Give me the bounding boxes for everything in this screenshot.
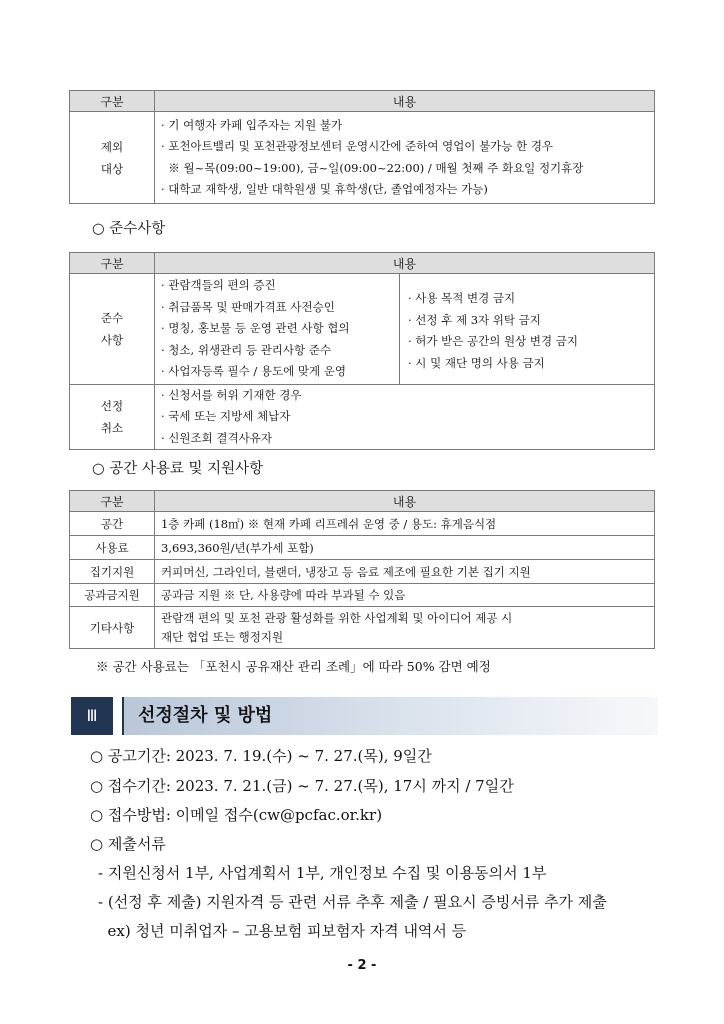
label-line: 제외 [100,139,124,154]
header-category: 구분 [70,253,155,274]
section-title-bar [122,697,658,735]
content-line: · 기 여행자 카페 입주자는 지원 불가 [161,117,343,132]
row-label-exclusion [70,112,155,204]
application-method: ○ 접수방법: 이메일 접수(cw@pcfac.or.kr) [90,806,383,824]
compliance-left-column [155,274,400,384]
fee-reduction-note: ※ 공간 사용료는 「포천시 공유재산 관리 조례」에 따라 50% 감면 예정 [96,659,491,674]
content-line: · 신청서를 허위 기재한 경우 [161,387,302,402]
compliance-content [155,274,655,385]
content-line: · 청소, 위생관리 등 관리사항 준수 [161,342,332,357]
content-line: · 관람객들의 편의 증진 [161,278,276,292]
header-content: 내용 [155,491,655,512]
content-line: 관람객 편의 및 포천 관광 활성화를 위한 사업계획 및 아이디어 제공 시 [161,610,513,625]
label-line: 취소 [100,420,124,435]
row-label-compliance [70,274,155,385]
label-line: 대상 [100,161,124,176]
application-period: ○ 접수기간: 2023. 7. 21.(금) ~ 7. 27.(목), 17시 까지 / 7일간 [90,777,514,795]
page-number: - 2 - [347,958,377,973]
compliance-right-column [400,274,578,384]
header-content: 내용 [155,253,655,274]
content-line: 재단 협업 또는 행정지원 [161,629,284,644]
fee-content: 3,693,360원/년(부가세 포함) [155,536,655,560]
content-line: · 국세 또는 지방세 체납자 [161,409,291,423]
label-line: 선정 [100,398,124,413]
document-item: - (선정 후 제출) 지원자격 등 관련 서류 추후 제출 / 필요시 증빙서류 추가 제출 [98,893,607,911]
content-line: · 신원조회 결격사유자 [161,430,272,445]
row-label-cancellation [70,384,155,450]
header-category: 구분 [70,91,155,112]
content-line: · 선정 후 제 3자 위탁 금지 [408,312,541,327]
row-label-fee: 사용료 [70,536,155,560]
content-line: · 취급품목 및 판매가격표 사전승인 [161,299,335,314]
cancellation-content [155,384,655,450]
section-compliance-title: ○ 준수사항 [92,221,166,237]
fees-table [69,490,655,649]
content-line: · 시 및 재단 명의 사용 금지 [408,355,545,370]
header-content: 내용 [155,91,655,112]
compliance-table [69,252,655,450]
content-line: · 사업자등록 필수 / 용도에 맞게 운영 [161,364,346,378]
other-content [155,607,655,649]
section-title: 선정절차 및 방법 [138,705,273,726]
content-line: · 포천아트밸리 및 포천관광정보센터 운영시간에 준하여 영업이 불가능 한 경우 [161,139,554,153]
row-label-space: 공간 [70,512,155,536]
document-item: ex) 청년 미취업자 – 고용보험 피보험자 자격 내역서 등 [98,922,467,940]
row-label-other: 기타사항 [70,607,155,649]
row-label-equipment: 집기지원 [70,560,155,584]
header-category: 구분 [70,491,155,512]
section-number: Ⅲ [71,697,113,735]
section-heading [71,697,656,735]
utilities-content: 공과금 지원 ※ 단, 사용량에 따라 부과될 수 있음 [155,584,655,607]
exclusion-table [69,90,655,204]
content-line: · 명칭, 홍보물 등 운영 관련 사항 협의 [161,321,350,335]
exclusion-content [155,112,655,204]
required-documents-title: ○ 제출서류 [90,835,166,853]
space-content: 1층 카페 (18㎡) ※ 현재 카페 리프레쉬 운영 중 / 용도: 휴게음식점 [155,512,655,536]
equipment-content: 커피머신, 그라인더, 블랜더, 냉장고 등 음료 제조에 필요한 기본 집기 지원 [155,560,655,584]
content-line: · 사용 목적 변경 금지 [408,291,516,305]
document-item: - 지원신청서 1부, 사업계획서 1부, 개인정보 수집 및 이용동의서 1부 [98,864,547,882]
content-line: · 허가 받은 공간의 원상 변경 금지 [408,334,579,348]
content-line: ※ 월~목(09:00~19:00), 금~일(09:00~22:00) / 매월 첫째 주 화요일 정기휴장 [161,160,584,175]
section-fees-title: ○ 공간 사용료 및 지원사항 [92,461,264,477]
announcement-period: ○ 공고기간: 2023. 7. 19.(수) ~ 7. 27.(목), 9일간 [90,747,432,765]
label-line: 사항 [100,332,124,347]
label-line: 준수 [100,310,124,325]
content-line: · 대학교 재학생, 일반 대학원생 및 휴학생(단, 졸업예정자는 가능) [161,182,488,196]
row-label-utilities: 공과금지원 [70,584,155,607]
